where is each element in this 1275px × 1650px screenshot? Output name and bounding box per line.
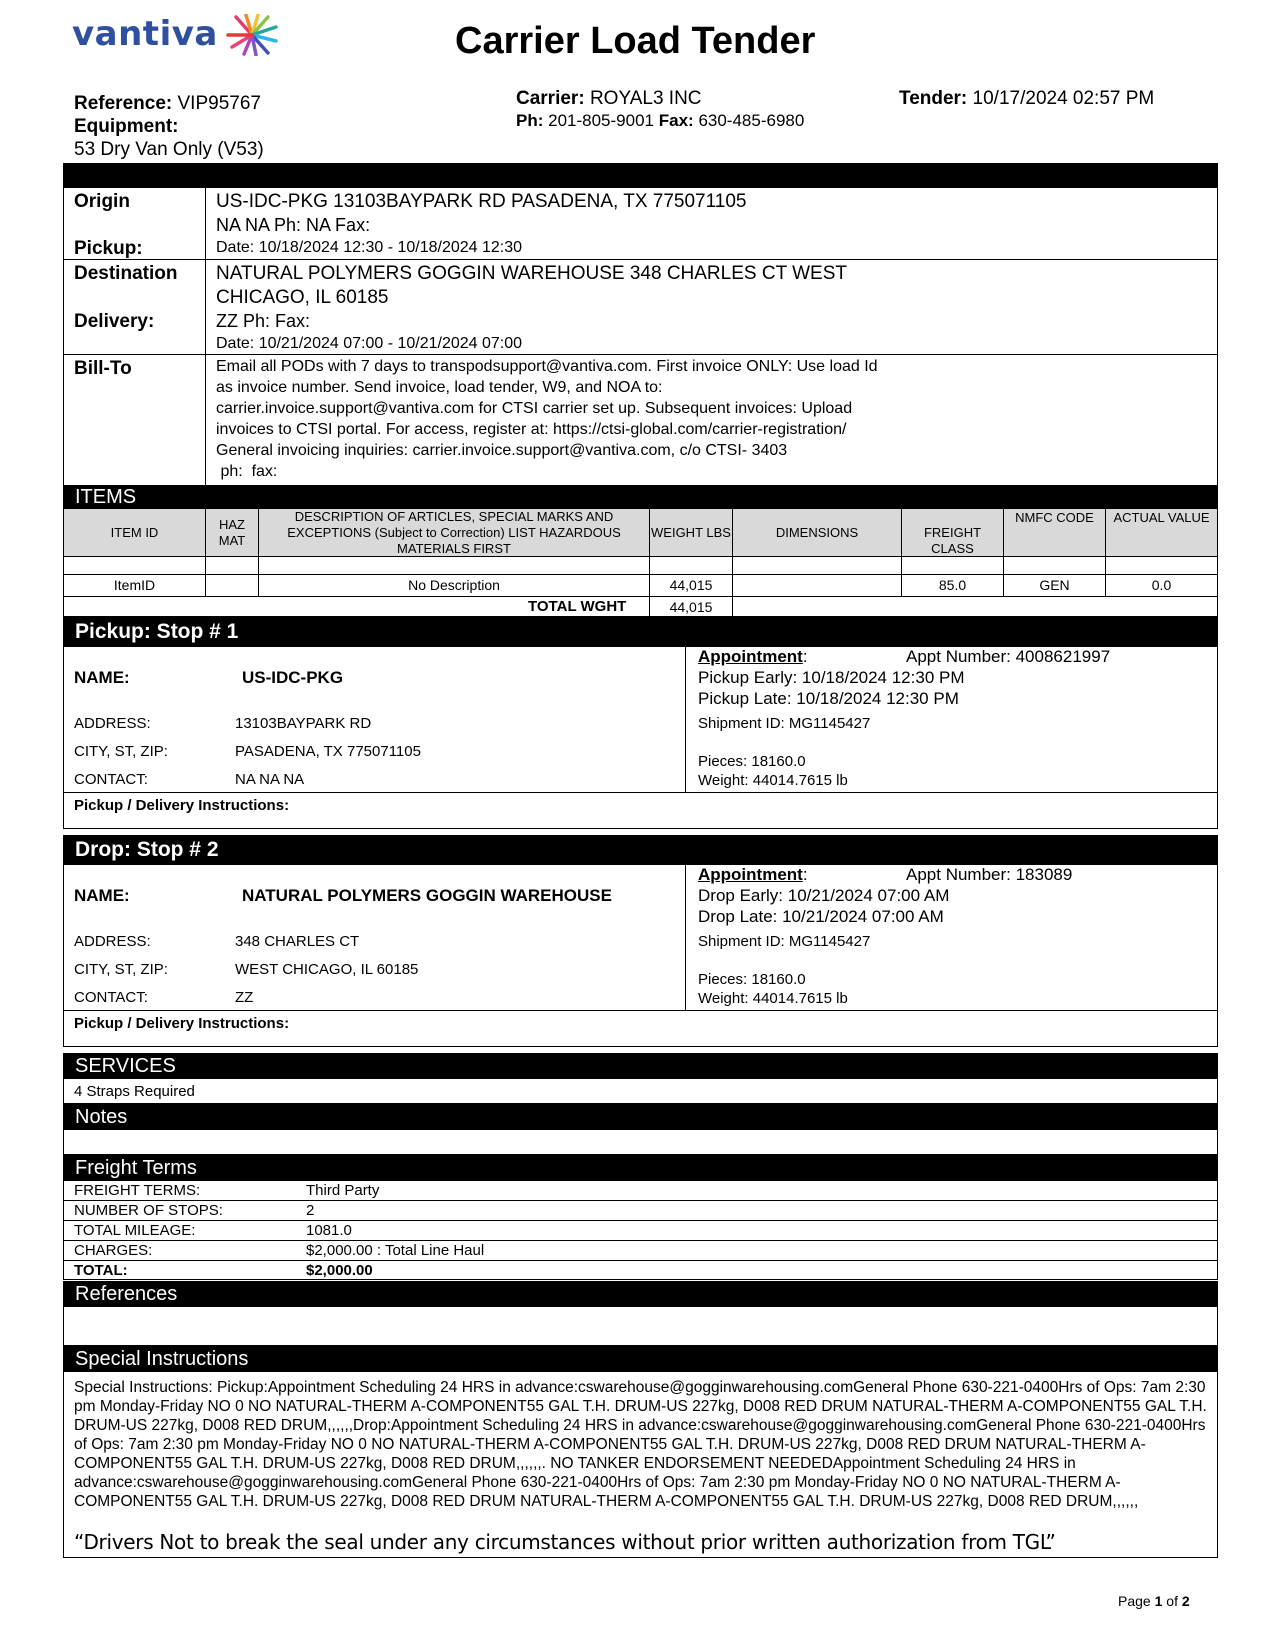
logo-wordmark: vantiva (72, 14, 218, 54)
drop-address-label: ADDRESS: (74, 933, 151, 950)
destination-label: Destination (74, 263, 178, 284)
drop-contact-label: CONTACT: (74, 989, 148, 1006)
delivery-date: Date: 10/21/2024 07:00 - 10/21/2024 07:00 (216, 335, 523, 352)
drop-instructions-label: Pickup / Delivery Instructions: (74, 1015, 290, 1032)
equipment-value: 53 Dry Van Only (V53) (74, 139, 264, 160)
origin-label: Origin (74, 191, 130, 212)
table-cell-freight-class: 85.0 (938, 577, 967, 593)
drop-appointment-label: Appointment: (698, 865, 808, 884)
pickup-shipment-id: Shipment ID: MG1145427 (698, 715, 871, 732)
carrier-contact-line: Ph: 201-805-9001 Fax: 630-485-6980 (516, 111, 805, 130)
dest-address-2: CHICAGO, IL 60185 (216, 287, 389, 308)
references-section-bar: References (63, 1281, 1218, 1307)
pickup-contact-value: NA NA NA (235, 771, 305, 788)
billto-line: as invoice number. Send invoice, load tender, W9, and NOA to: (216, 379, 663, 396)
services-box (63, 1078, 1218, 1104)
pickup-appt-number: Appt Number: 4008621997 (906, 647, 1111, 666)
page-title: Carrier Load Tender (455, 20, 816, 62)
billto-line: ph: fax: (216, 463, 278, 480)
total-value: $2,000.00 (306, 1262, 373, 1279)
total-label: TOTAL: (74, 1262, 128, 1279)
billto-line: Email all PODs with 7 days to transpodsupport@vantiva.com. First invoice ONLY: Use load Id (216, 358, 878, 375)
pickup-appointment-label: Appointment: (698, 647, 808, 666)
table-cell-description: No Description (408, 577, 500, 593)
table-cell-nmfc: GEN (1039, 577, 1070, 593)
drop-contact-value: ZZ (235, 989, 254, 1006)
table-cell-item-id: ItemID (113, 577, 156, 593)
drop-shipment-id: Shipment ID: MG1145427 (698, 933, 871, 950)
freight-terms-table (63, 1180, 1218, 1280)
col-haz-mat: HAZ MAT (206, 509, 258, 556)
notes-box (63, 1129, 1218, 1155)
delivery-label: Delivery: (74, 311, 155, 332)
drop-name-label: NAME: (74, 886, 130, 905)
pickup-date: Date: 10/18/2024 12:30 - 10/18/2024 12:30 (216, 239, 523, 256)
reference-line: Reference: VIP95767 (74, 93, 261, 114)
number-of-stops-label: NUMBER OF STOPS: (74, 1202, 223, 1219)
total-weight-label: TOTAL WGHT (528, 598, 627, 615)
special-instructions-text: Special Instructions: Pickup:Appointment Scheduling 24 HRS in advance:cswarehouse@gogginwarehousing.comGeneral Phone 630-221-0400Hrs of Ops: 7am 2:30 pm Monday-Friday NO 0 NO NATURAL-THERM A-COMPONENT55 GAL T.H. DRUM-US 227kg, D008 RED DRUM NATURAL-THERM A-COMPONENT55 GAL T.H. DRUM-US 227kg, D008 RED DRUM,,,,,,Drop:Appointment Scheduling 24 HRS in advance:cswarehouse@gogginwarehousing.comGeneral Phone 630-221-0400Hrs of Ops: 7am 2:30 pm Monday-Friday NO 0 NO NATURAL-THERM A-COMPONENT55 GAL T.H. DRUM-US 227kg, D008 RED DRUM NATURAL-THERM A-COMPONENT55 GAL T.H. DRUM-US 227kg, D008 RED DRUM,,,,,,. NO TANKER ENDORSEMENT NEEDEDAppointment Scheduling 24 HRS in advance:cswarehouse@gogginwarehousing.comGeneral Phone 630-221-0400Hrs of Ops: 7am 2:30 pm Monday-Friday NO 0 NO NATURAL-THERM A-COMPONENT55 GAL T.H. DRUM-US 227kg, D008 RED DRUM NATURAL-THERM A-COMPONENT55 GAL T.H. DRUM-US 227kg, D008 RED DRUM,,,,,, (74, 1379, 1207, 1510)
billto-label: Bill-To (74, 358, 132, 379)
pickup-city-value: PASADENA, TX 775071105 (235, 743, 421, 760)
col-weight: WEIGHT LBS (650, 509, 732, 556)
carrier-line: Carrier: ROYAL3 INC (516, 88, 702, 109)
items-section-bar: ITEMS (63, 485, 1218, 509)
pickup-name-label: NAME: (74, 668, 130, 687)
drop-city-label: CITY, ST, ZIP: (74, 961, 168, 978)
services-value: 4 Straps Required (74, 1083, 195, 1100)
driver-seal-notice: “Drivers Not to break the seal under any circumstances without prior written authorization from TGL” (74, 1530, 1056, 1554)
drop-weight: Weight: 44014.7615 lb (698, 990, 848, 1007)
drop-pieces: Pieces: 18160.0 (698, 971, 806, 988)
drop-address-value: 348 CHARLES CT (235, 933, 360, 950)
billto-line: General invoicing inquiries: carrier.invoice.support@vantiva.com, c/o CTSI- 3403 (216, 442, 788, 459)
pickup-contact-label: CONTACT: (74, 771, 148, 788)
pickup-late: Pickup Late: 10/18/2024 12:30 PM (698, 689, 959, 708)
col-description: DESCRIPTION OF ARTICLES, SPECIAL MARKS AND EXCEPTIONS (Subject to Correction) LIST HAZARDOUS MATERIALS FIRST (259, 509, 649, 556)
freight-terms-label: FREIGHT TERMS: (74, 1182, 201, 1199)
col-nmfc-code: NMFC CODE (1004, 509, 1105, 556)
origin-address: US-IDC-PKG 13103BAYPARK RD PASADENA, TX 775071105 (216, 191, 747, 212)
pickup-instructions-label: Pickup / Delivery Instructions: (74, 797, 290, 814)
drop-late: Drop Late: 10/21/2024 07:00 AM (698, 907, 944, 926)
services-section-bar: SERVICES (63, 1053, 1218, 1079)
pickup-early: Pickup Early: 10/18/2024 12:30 PM (698, 668, 965, 687)
total-mileage-value: 1081.0 (306, 1222, 352, 1239)
pickup-stop-bar: Pickup: Stop # 1 (63, 617, 1218, 647)
special-instructions-section-bar: Special Instructions (63, 1346, 1218, 1372)
drop-stop-bar: Drop: Stop # 2 (63, 835, 1218, 865)
freight-terms-value: Third Party (306, 1182, 380, 1199)
col-freight-class: FREIGHT CLASS (902, 509, 1003, 556)
table-cell-weight: 44,015 (669, 577, 713, 593)
drop-early: Drop Early: 10/21/2024 07:00 AM (698, 886, 950, 905)
pickup-city-label: CITY, ST, ZIP: (74, 743, 168, 760)
pickup-address-value: 13103BAYPARK RD (235, 715, 372, 732)
drop-city-value: WEST CHICAGO, IL 60185 (235, 961, 419, 978)
billto-line: invoices to CTSI portal. For access, register at: https://ctsi-global.com/carrier-registration/ (216, 421, 847, 438)
notes-section-bar: Notes (63, 1104, 1218, 1130)
total-mileage-label: TOTAL MILEAGE: (74, 1222, 196, 1239)
dest-contact: ZZ Ph: Fax: (216, 311, 311, 331)
vantiva-starburst-logo-icon (222, 14, 284, 56)
charges-label: CHARGES: (74, 1242, 153, 1259)
dest-address-1: NATURAL POLYMERS GOGGIN WAREHOUSE 348 CHARLES CT WEST (216, 263, 847, 284)
charges-value: $2,000.00 : Total Line Haul (306, 1242, 485, 1259)
number-of-stops-value: 2 (306, 1202, 315, 1219)
pickup-weight: Weight: 44014.7615 lb (698, 772, 848, 789)
drop-appt-number: Appt Number: 183089 (906, 865, 1073, 884)
references-box (63, 1306, 1218, 1346)
table-cell-actual-value: 0.0 (1151, 577, 1172, 593)
pickup-label: Pickup: (74, 238, 143, 259)
tender-line: Tender: 10/17/2024 02:57 PM (899, 88, 1155, 109)
equipment-label: Equipment: (74, 116, 179, 137)
total-weight-value: 44,015 (669, 599, 713, 615)
pickup-address-label: ADDRESS: (74, 715, 151, 732)
page-number: Page 1 of 2 (1118, 1593, 1190, 1609)
origin-contact: NA NA Ph: NA Fax: (216, 215, 371, 235)
pickup-pieces: Pieces: 18160.0 (698, 753, 806, 770)
drop-name-value: NATURAL POLYMERS GOGGIN WAREHOUSE (242, 886, 612, 905)
billto-line: carrier.invoice.support@vantiva.com for CTSI carrier set up. Subsequent invoices: Upload (216, 400, 853, 417)
route-header-bar (63, 163, 1218, 188)
col-dimensions: DIMENSIONS (733, 509, 901, 556)
col-actual-value: ACTUAL VALUE (1106, 509, 1217, 556)
col-item-id: ITEM ID (64, 509, 205, 556)
pickup-name-value: US-IDC-PKG (242, 668, 344, 687)
freight-terms-section-bar: Freight Terms (63, 1155, 1218, 1181)
